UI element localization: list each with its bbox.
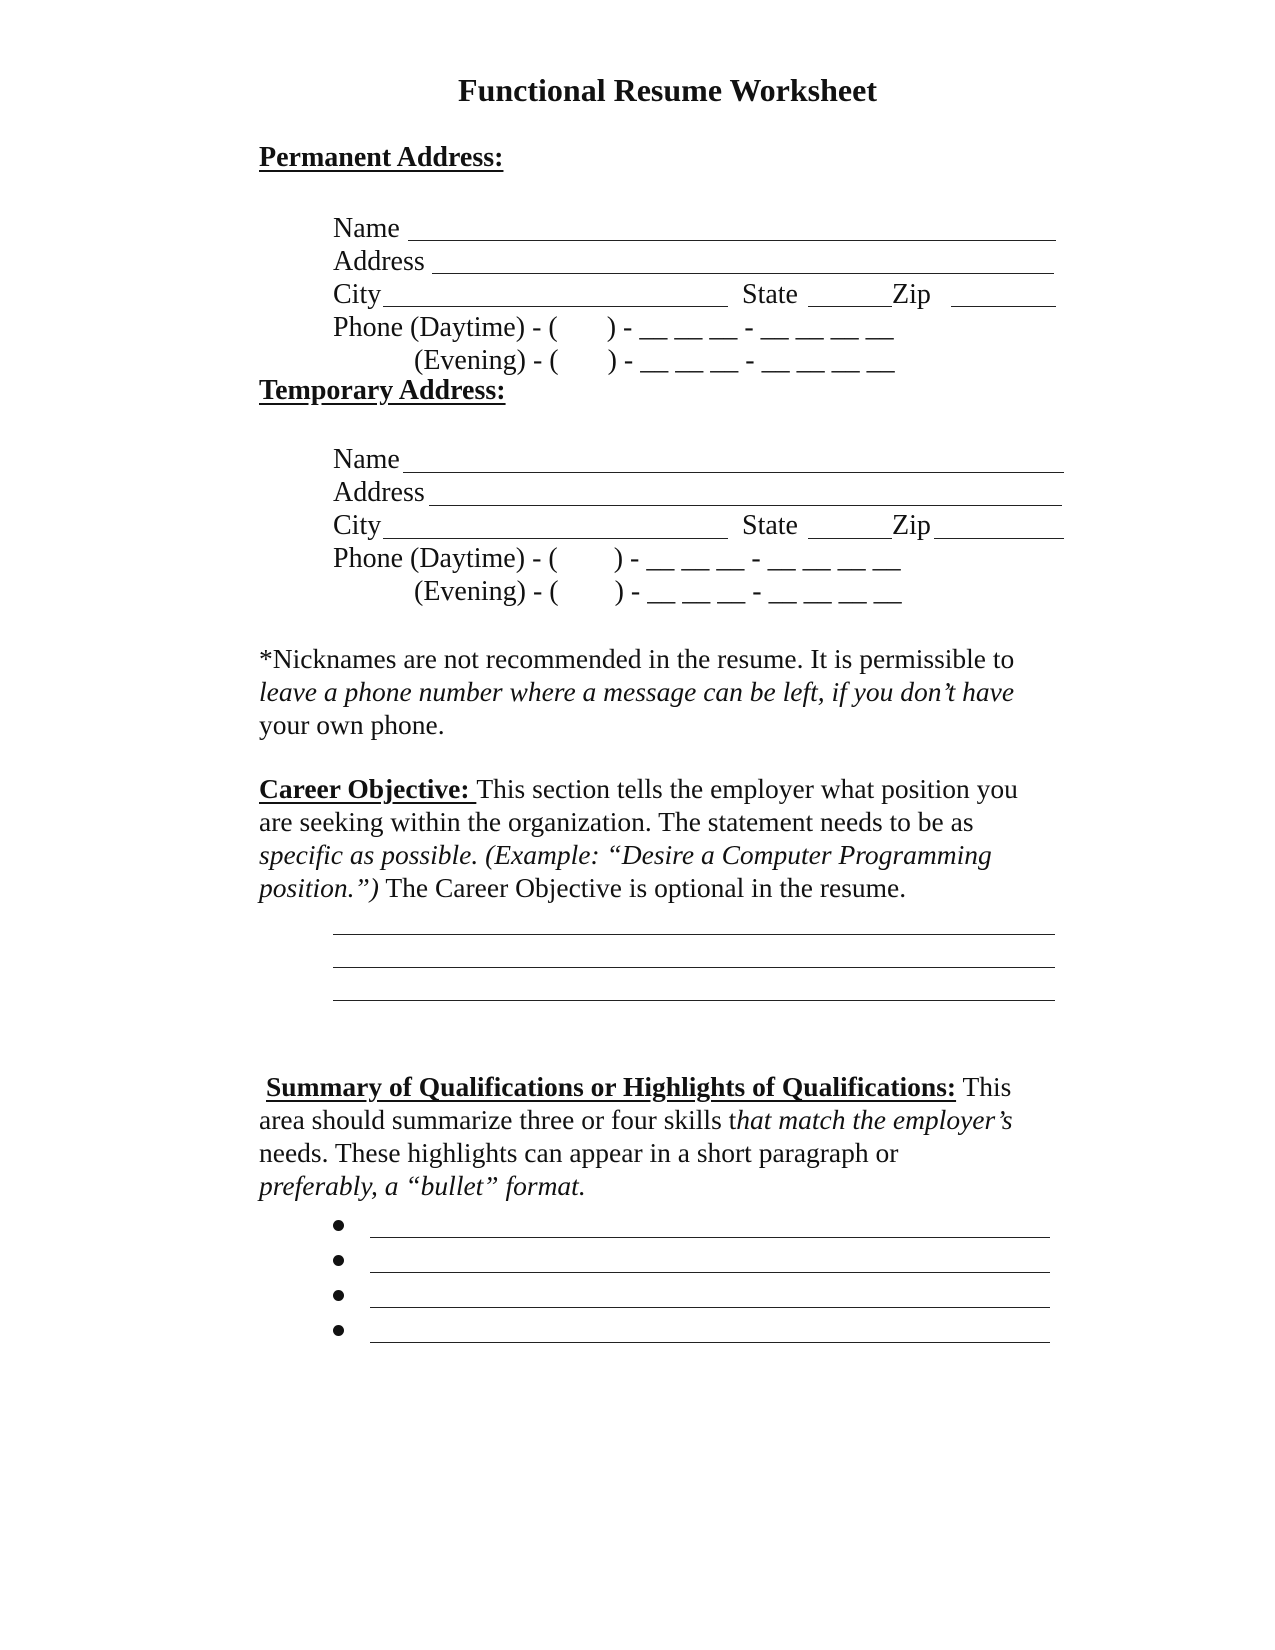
nickname-note-line-2: leave a phone number where a message can be left, if you don’t have bbox=[259, 676, 1015, 707]
summary-line-2-a: area should summarize three or four skills t bbox=[259, 1104, 737, 1135]
temporary-address-label: Address bbox=[333, 477, 425, 508]
temporary-name-label: Name bbox=[333, 444, 400, 475]
temporary-city-label: City bbox=[333, 510, 382, 541]
page-title: Functional Resume Worksheet bbox=[458, 72, 877, 108]
temporary-phone-daytime[interactable]: Phone (Daytime) - ( ) - __ __ __ - __ __ __ __ bbox=[333, 543, 901, 574]
career-objective-line-1-text: This section tells the employer what position you bbox=[476, 773, 1018, 804]
temporary-zip-field[interactable] bbox=[934, 538, 1064, 539]
permanent-address-heading: Permanent Address: bbox=[259, 142, 504, 173]
summary-line-4: preferably, a “bullet” format. bbox=[259, 1170, 586, 1201]
bullet-icon bbox=[333, 1290, 344, 1301]
permanent-phone-evening[interactable]: (Evening) - ( ) - __ __ __ - __ __ __ __ bbox=[414, 345, 895, 376]
summary-line-1-text: This bbox=[956, 1071, 1012, 1102]
career-objective-blank-1[interactable] bbox=[333, 934, 1055, 935]
career-objective-heading: Career Objective: bbox=[259, 773, 477, 804]
temporary-state-field[interactable] bbox=[808, 538, 892, 539]
career-objective-example-end: position.”) bbox=[259, 872, 379, 903]
temporary-phone-evening[interactable]: (Evening) - ( ) - __ __ __ - __ __ __ __ bbox=[414, 576, 902, 607]
nickname-note bbox=[259, 642, 1059, 741]
career-objective-blank-2[interactable] bbox=[333, 967, 1055, 968]
qualification-blank-2[interactable] bbox=[370, 1272, 1050, 1273]
summary-line-3: needs. These highlights can appear in a short paragraph or bbox=[259, 1137, 899, 1168]
qualification-blank-4[interactable] bbox=[370, 1342, 1050, 1343]
summary-line-2 bbox=[259, 1103, 1079, 1136]
permanent-zip-field[interactable] bbox=[951, 306, 1056, 307]
career-objective-line-4 bbox=[259, 871, 1059, 904]
career-objective-line-3: specific as possible. (Example: “Desire a Computer Programming bbox=[259, 839, 992, 870]
temporary-name-field[interactable] bbox=[403, 472, 1064, 473]
summary-line-1 bbox=[259, 1070, 1079, 1103]
permanent-city-field[interactable] bbox=[383, 306, 728, 307]
qualification-blank-3[interactable] bbox=[370, 1307, 1050, 1308]
permanent-address-label: Address bbox=[333, 246, 425, 277]
nickname-note-line-1: *Nicknames are not recommended in the resume. It is permissible to bbox=[259, 643, 1015, 674]
permanent-zip-label: Zip bbox=[892, 279, 931, 310]
permanent-name-field[interactable] bbox=[408, 240, 1056, 241]
summary-heading: Summary of Qualifications or Highlights of Qualifications: bbox=[266, 1071, 957, 1102]
permanent-city-label: City bbox=[333, 279, 382, 310]
permanent-address-field[interactable] bbox=[432, 273, 1054, 274]
nickname-note-line-3: your own phone. bbox=[259, 709, 445, 740]
career-objective-line-1 bbox=[259, 772, 1059, 805]
career-objective-line-4-text: The Career Objective is optional in the resume. bbox=[378, 872, 907, 903]
permanent-phone-daytime[interactable]: Phone (Daytime) - ( ) - __ __ __ - __ __ __ __ bbox=[333, 312, 894, 343]
career-objective-section bbox=[259, 772, 1059, 904]
temporary-address-heading: Temporary Address: bbox=[259, 375, 506, 406]
temporary-address-field[interactable] bbox=[429, 505, 1062, 506]
bullet-icon bbox=[333, 1255, 344, 1266]
career-objective-line-2: are seeking within the organization. The statement needs to be as bbox=[259, 806, 974, 837]
permanent-name-label: Name bbox=[333, 213, 400, 244]
bullet-icon bbox=[333, 1220, 344, 1231]
permanent-state-label: State bbox=[742, 279, 798, 310]
temporary-state-label: State bbox=[742, 510, 798, 541]
bullet-icon bbox=[333, 1325, 344, 1336]
temporary-city-field[interactable] bbox=[383, 538, 728, 539]
career-objective-blank-3[interactable] bbox=[333, 1000, 1055, 1001]
qualification-blank-1[interactable] bbox=[370, 1237, 1050, 1238]
temporary-zip-label: Zip bbox=[892, 510, 931, 541]
permanent-state-field[interactable] bbox=[808, 306, 892, 307]
summary-section bbox=[259, 1070, 1079, 1202]
summary-line-2-b: hat match the employer’s bbox=[736, 1104, 1013, 1135]
